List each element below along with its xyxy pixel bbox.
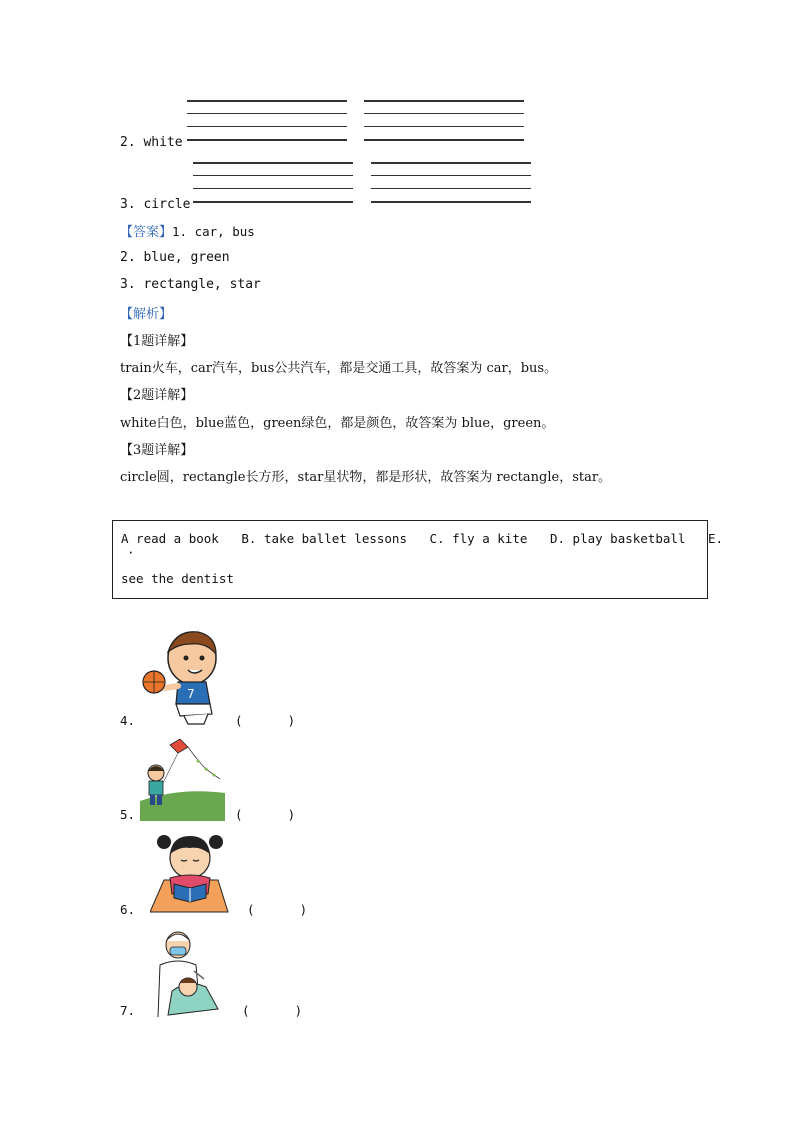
detail-2-title: 【2题详解】 xyxy=(120,388,194,403)
detail-1-text: train火车，car汽车，bus公共汽车，都是交通工具，故答案为 car，bus。 xyxy=(120,361,558,376)
writing-grid-q2-b[interactable] xyxy=(364,100,524,142)
item-5-answer-blank[interactable]: ( ) xyxy=(235,807,296,822)
item-6-number: 6. xyxy=(120,902,136,917)
question-2-label: 2. white xyxy=(120,135,183,150)
detail-3-title: 【3题详解】 xyxy=(120,443,194,458)
item-7-answer-blank[interactable]: ( ) xyxy=(242,1003,303,1018)
girl-reading-picture xyxy=(150,832,230,914)
item-6-answer-blank[interactable]: ( ) xyxy=(247,902,308,917)
options-dot: · xyxy=(127,545,135,560)
answer-tag: 【答案】 xyxy=(120,225,173,240)
answer-line-1 xyxy=(120,221,255,240)
answer-3: 3. rectangle, star xyxy=(120,277,261,292)
dentist-picture xyxy=(148,929,228,1017)
options-box xyxy=(112,520,724,599)
detail-3-text: circle圆，rectangle长方形，star星状物，都是形状，故答案为 rectangle，star。 xyxy=(120,470,612,485)
options-row-2: see the dentist xyxy=(121,571,234,586)
writing-grid-q3-b[interactable] xyxy=(371,162,531,204)
detail-1-title: 【1题详解】 xyxy=(120,334,194,349)
kite-flying-picture xyxy=(140,739,225,821)
item-4-number: 4. xyxy=(120,713,136,728)
answer-1: 1. car, bus xyxy=(172,224,255,239)
writing-grid-q3-a[interactable] xyxy=(193,162,353,204)
writing-grid-q2-a[interactable] xyxy=(187,100,347,142)
basketball-boy-picture xyxy=(140,628,230,726)
analysis-tag: 【解析】 xyxy=(120,307,173,322)
item-4-answer-blank[interactable]: ( ) xyxy=(235,713,296,728)
svg-text:7: 7 xyxy=(187,687,195,701)
question-3-label: 3. circle xyxy=(120,197,191,212)
detail-2-text: white白色，blue蓝色，green绿色，都是颜色，故答案为 blue，green。 xyxy=(120,416,555,431)
item-5-number: 5. xyxy=(120,807,136,822)
options-row-1: A read a book B. take ballet lessons C. fly a kite D. play basketball E. xyxy=(121,531,724,546)
item-7-number: 7. xyxy=(120,1003,136,1018)
answer-2: 2. blue, green xyxy=(120,250,230,265)
